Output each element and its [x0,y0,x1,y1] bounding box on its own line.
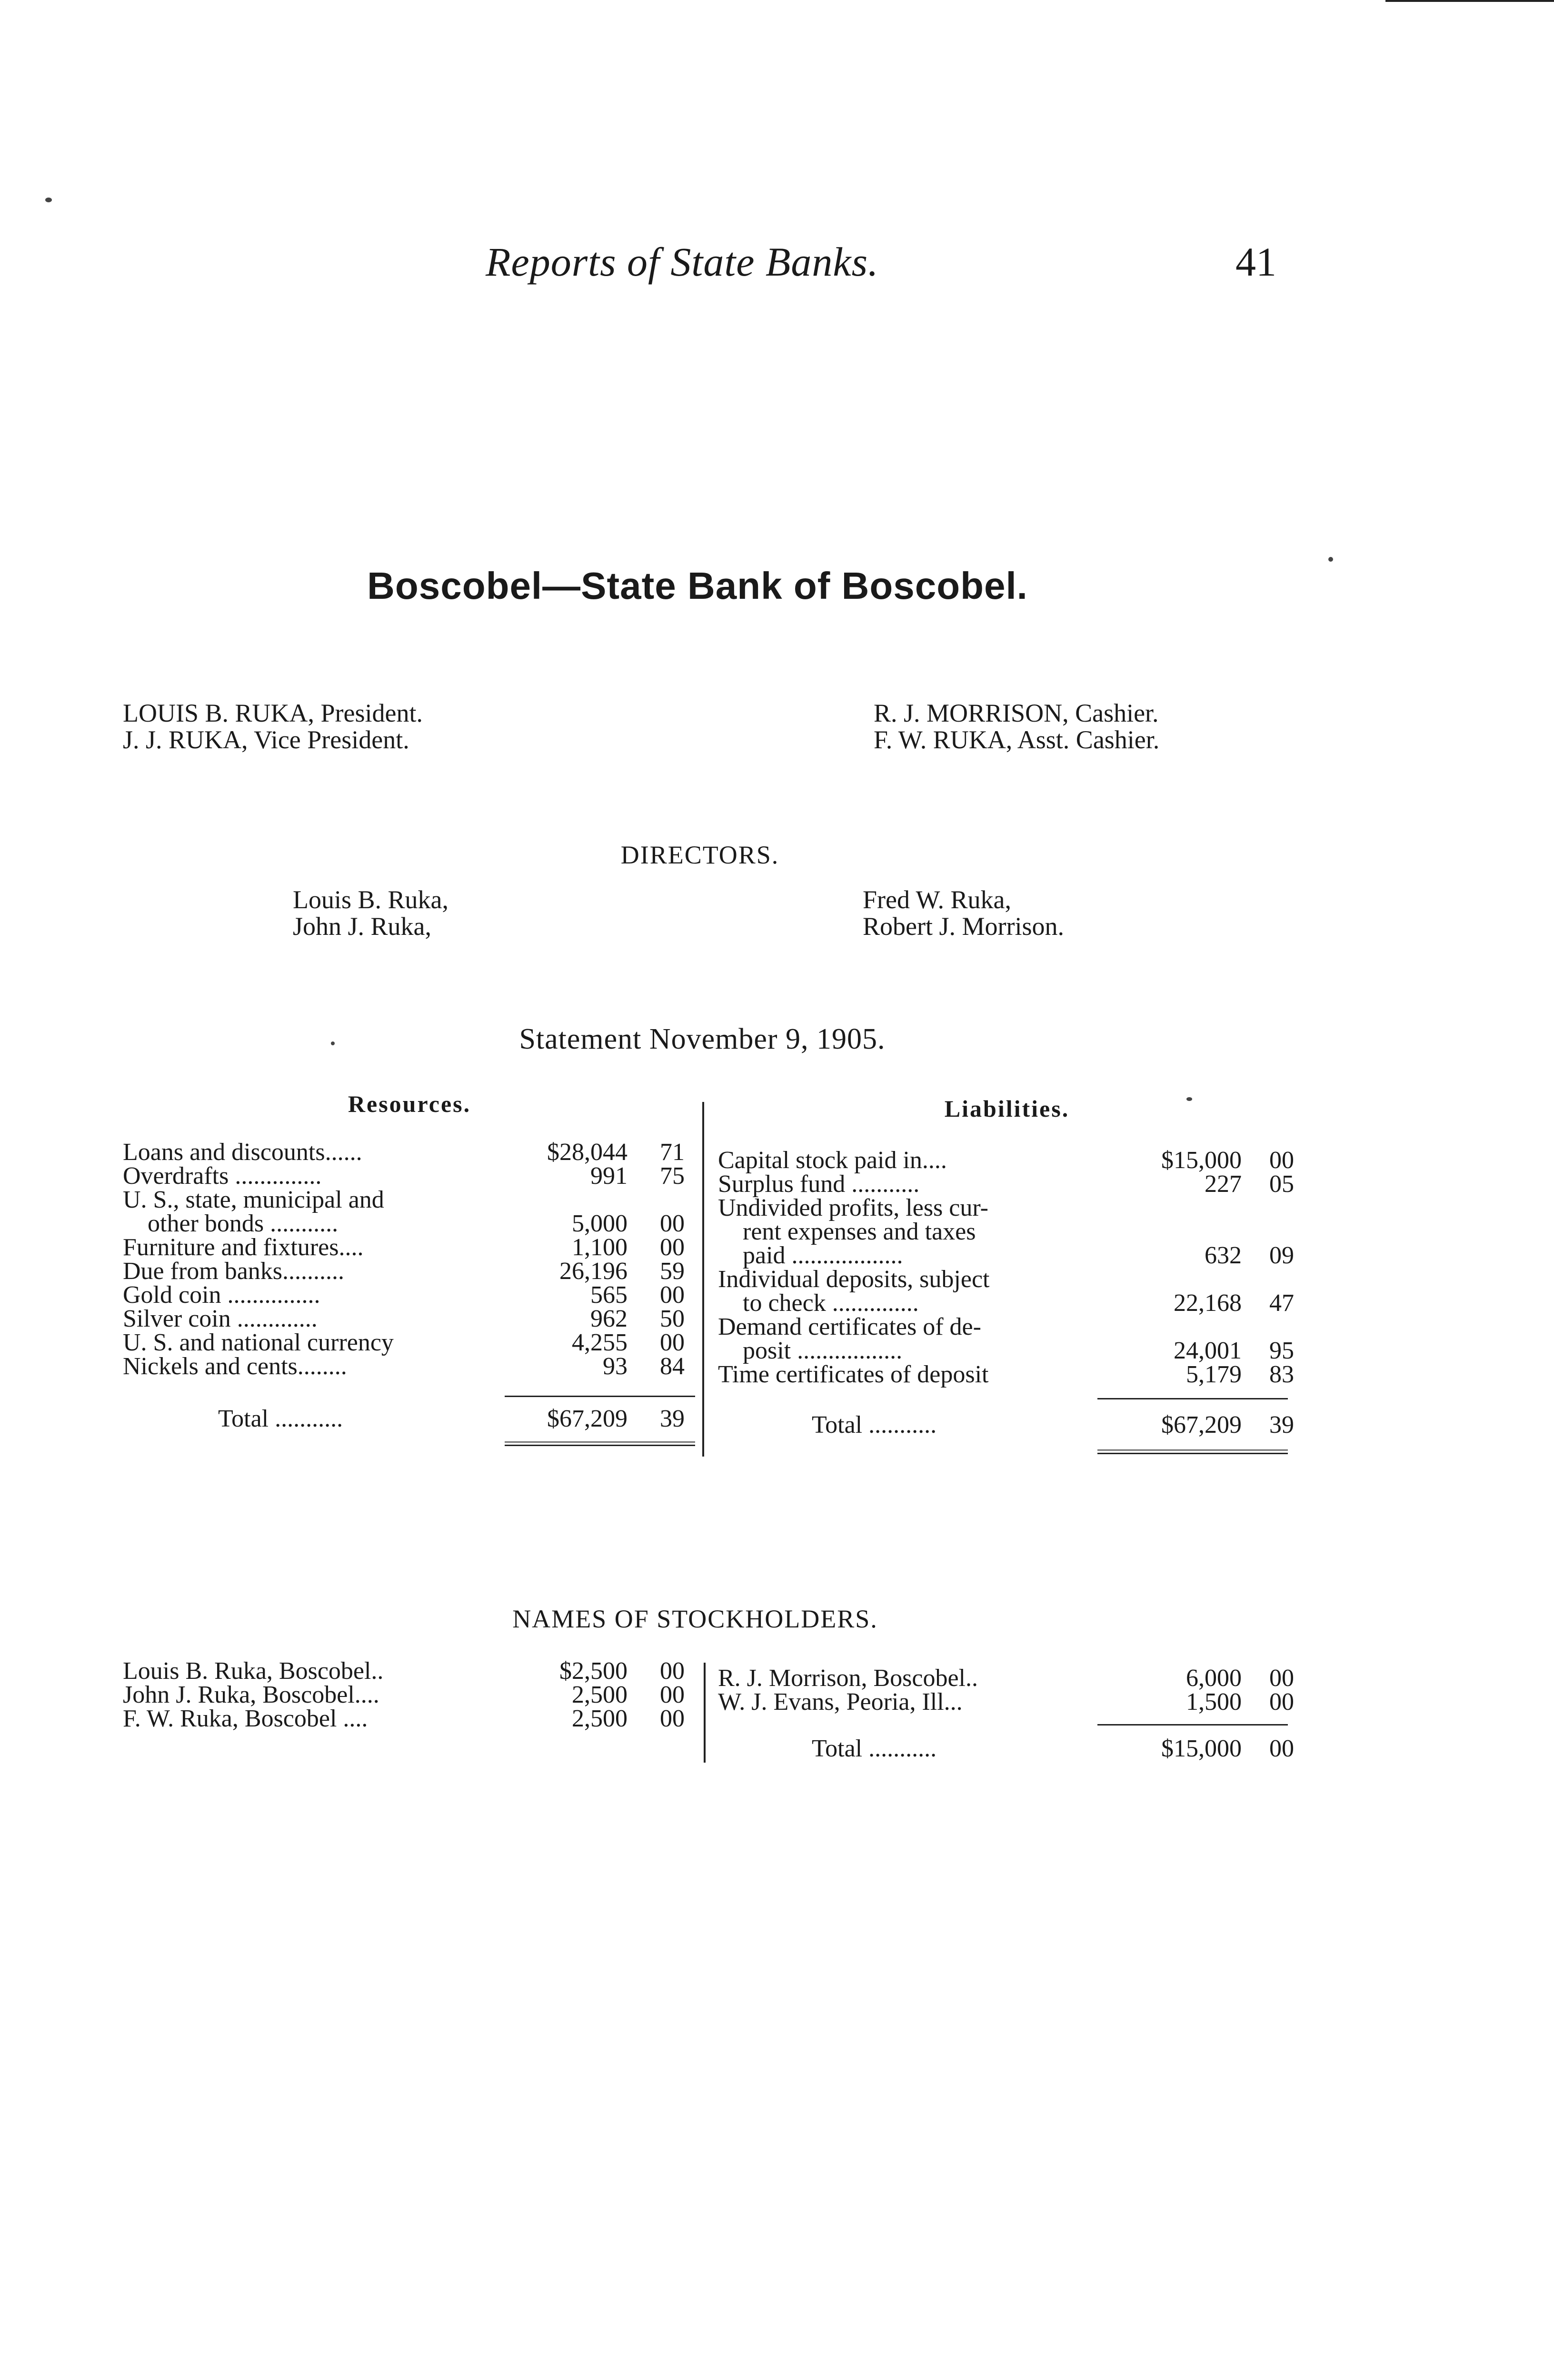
stockholder-row: F. W. Ruka, Boscobel .... 2,500 00 [123,1705,685,1732]
liabilities-double-rule [1097,1449,1288,1454]
directors-right [863,886,1064,940]
total-amount: $67,209 [547,1405,628,1432]
stockholder-row: John J. Ruka, Boscobel.... 2,500 00 [123,1681,685,1708]
resource-row: Furniture and fixtures.... 1,100 00 [123,1234,685,1261]
liability-row: paid .................. 632 09 [718,1242,1294,1269]
resources-total-rule [505,1396,695,1397]
total-cents: 39 [1269,1411,1294,1438]
stockholders-heading: NAMES OF STOCKHOLDERS. [512,1605,878,1633]
resource-row: Overdrafts .............. 991 75 [123,1162,685,1190]
resource-row: Gold coin ............... 565 00 [123,1281,685,1309]
director-name: John J. Ruka, [293,912,432,941]
page-edge-mark [1385,0,1554,2]
scan-speck [1186,1097,1192,1101]
total-label: Total ........... [218,1405,343,1432]
liability-row: Undivided profits, less cur- [718,1194,988,1221]
director-name: Fred W. Ruka, [863,885,1012,914]
stockholders-total-rule [1097,1724,1288,1726]
scan-speck [1328,557,1333,562]
liability-row: to check .............. 22,168 47 [718,1289,1294,1317]
resource-row: Loans and discounts...... $28,044 71 [123,1139,685,1166]
scan-speck [45,198,52,202]
bank-title: Boscobel—State Bank of Boscobel. [367,565,1028,607]
officer-president: LOUIS B. RUKA, President. [123,699,423,727]
liability-row: Capital stock paid in.... $15,000 00 [718,1147,1294,1174]
liability-row: Time certificates of deposit 5,179 83 [718,1361,1294,1388]
liability-row: Demand certificates of de- [718,1313,981,1340]
resource-row: U. S., state, municipal and [123,1186,384,1213]
total-cents: 39 [660,1405,685,1432]
liability-row: Surplus fund ........... 227 05 [718,1170,1294,1198]
director-name: Louis B. Ruka, [293,885,449,914]
resource-row: Nickels and cents........ 93 84 [123,1353,685,1380]
resources-list [123,1140,694,1397]
stockholder-row: W. J. Evans, Peoria, Ill... 1,500 00 [718,1688,1294,1716]
stockholders-left [123,1659,694,1735]
total-label: Total ........... [812,1735,937,1762]
resources-double-rule [505,1441,695,1446]
total-amount: $15,000 [1161,1735,1242,1762]
stockholders-divider [704,1663,706,1763]
resources-total-row [218,1407,694,1431]
directors-left [293,886,448,940]
page-number: 41 [1235,239,1276,285]
liability-row: Individual deposits, subject [718,1266,990,1293]
officers-left [123,700,423,753]
resource-row: Silver coin ............. 962 50 [123,1305,685,1332]
page-header [0,238,1554,290]
officers-right [874,700,1159,753]
running-title: Reports of State Banks. [486,239,879,285]
resources-heading: Resources. [348,1091,471,1117]
liability-row: posit ................. 24,001 95 [718,1337,1294,1364]
liabilities-heading: Liabilities. [944,1095,1070,1122]
total-label: Total ........... [812,1411,937,1438]
liabilities-total-row [812,1413,1307,1438]
resource-row: U. S. and national currency 4,255 00 [123,1329,685,1356]
resource-row: other bonds ........... 5,000 00 [123,1210,685,1237]
total-cents: 00 [1269,1735,1294,1762]
stockholders-total-row [812,1736,1307,1761]
statement-title: Statement November 9, 1905. [519,1023,886,1055]
officer-cashier: R. J. MORRISON, Cashier. [874,699,1159,727]
liability-row: rent expenses and taxes [718,1218,976,1245]
total-amount: $67,209 [1161,1411,1242,1438]
liabilities-total-rule [1097,1398,1288,1399]
resource-row: Due from banks.......... 26,196 59 [123,1258,685,1285]
officer-vice-president: J. J. RUKA, Vice President. [123,725,409,754]
scan-speck [331,1041,335,1045]
column-divider [702,1102,704,1457]
stockholder-row: Louis B. Ruka, Boscobel.. $2,500 00 [123,1657,685,1685]
stockholder-row: R. J. Morrison, Boscobel.. 6,000 00 [718,1665,1294,1692]
officer-asst-cashier: F. W. RUKA, Asst. Cashier. [874,725,1160,754]
stockholders-right [718,1666,1304,1718]
director-name: Robert J. Morrison. [863,912,1064,941]
directors-heading: DIRECTORS. [620,841,779,869]
liabilities-list [718,1148,1304,1396]
